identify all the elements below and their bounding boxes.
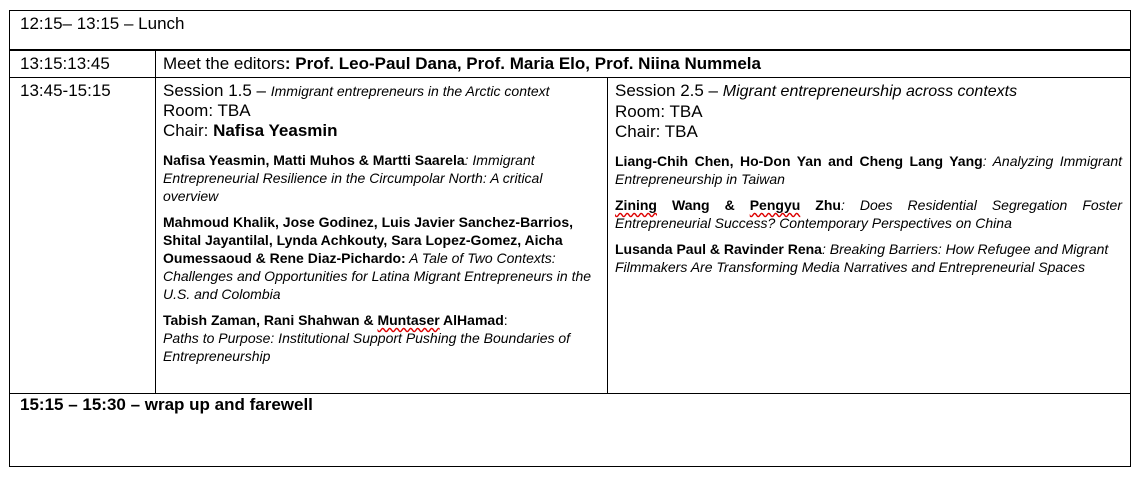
paper-authors-squig-2: Pengyu [749, 197, 801, 213]
sessions-time-cell [10, 78, 155, 393]
session-1-paper-3 [163, 311, 599, 365]
paper-title: : Breaking Barriers: How Refugee and Migrant Filmmakers Are Transforming Media Narratives and Entrepreneurial Spaces [615, 241, 1109, 275]
editors-content-cell [156, 51, 1130, 77]
editors-prefix: Meet the editors [163, 54, 285, 73]
schedule-table [9, 10, 1131, 468]
paper-title: A Tale of Two Contexts: Challenges and Opportunities for Latina Migrant Entrepreneurs in the U.S. and Colombia [163, 250, 592, 302]
paper-authors-squig-1: Zining [615, 197, 657, 213]
session-2-paper-2 [615, 196, 1122, 232]
lunch-text: 12:15– 13:15 – Lunch [20, 14, 185, 33]
paper-title: : Analyzing Immigrant Entrepreneurship in Taiwan [615, 153, 1122, 187]
paper-authors: Nafisa Yeasmin, Matti Muhos & Martti Saarela [163, 152, 465, 168]
sessions-row [9, 77, 1131, 394]
session-2-label: Session 2.5 – [615, 81, 723, 100]
paper-authors-end: Zhu [800, 197, 841, 213]
session-2-chair: Chair: TBA [615, 122, 698, 141]
editors-time: 13:15:13:45 [20, 54, 110, 73]
paper-authors-squig: Muntaser [377, 312, 440, 328]
session-1-cell [156, 78, 607, 393]
paper-title: Paths to Purpose: Institutional Support Pushing the Boundaries of Entrepreneurship [163, 330, 571, 364]
session-1-chair-name: Nafisa Yeasmin [213, 121, 338, 140]
session-1-title: Immigrant entrepreneurs in the Arctic context [270, 83, 550, 99]
session-2-heading [615, 81, 1122, 102]
wrap-text: 15:15 – 15:30 – wrap up and farewell [20, 395, 313, 414]
paper-authors-mid: Wang & [657, 197, 750, 213]
session-2-paper-1 [615, 152, 1122, 188]
paper-title: : Immigrant Entrepreneurial Resilience in the Circumpolar North: A critical overview [163, 152, 543, 204]
lunch-cell [10, 11, 1130, 49]
session-1-heading [163, 81, 599, 101]
paper-authors: Mahmoud Khalik, Jose Godinez, Luis Javier Sanchez-Barrios, Shital Jayantilal, Lynda Achkouty, Sara Lopez-Gomez, Aicha Oumessaoud & Rene Diaz-Pichardo: [163, 214, 573, 266]
wrap-row [9, 392, 1131, 467]
paper-authors-b: AlHamad [439, 312, 504, 328]
session-2-room: Room: TBA [615, 102, 703, 121]
sessions-time: 13:45-15:15 [20, 81, 111, 100]
editors-row [9, 50, 1131, 78]
session-2-cell [608, 78, 1130, 393]
session-1-room: Room: TBA [163, 101, 251, 120]
paper-title-sep: : [503, 312, 508, 328]
session-1-label: Session 1.5 – [163, 81, 271, 100]
lunch-row [9, 10, 1131, 50]
paper-authors-a: Tabish Zaman, Rani Shahwan & [163, 312, 378, 328]
wrap-cell [10, 392, 1130, 466]
session-1-chair [163, 121, 599, 141]
session-1-chair-prefix: Chair: [163, 121, 214, 140]
session-2-title: Migrant entrepreneurship across contexts [722, 83, 1018, 100]
session-1-paper-1 [163, 151, 599, 205]
paper-authors: Liang-Chih Chen, Ho-Don Yan and Cheng Lang Yang [615, 153, 983, 169]
session-1-paper-2 [163, 213, 599, 303]
session-2-paper-3 [615, 240, 1122, 276]
paper-authors: Lusanda Paul & Ravinder Rena [615, 241, 822, 257]
editors-time-cell [10, 51, 155, 77]
paper-title: : Does Residential Segregation Foster Entrepreneurial Success? Contemporary Perspectives on China [615, 197, 1123, 231]
editors-names: : Prof. Leo-Paul Dana, Prof. Maria Elo, Prof. Niina Nummela [284, 54, 761, 73]
